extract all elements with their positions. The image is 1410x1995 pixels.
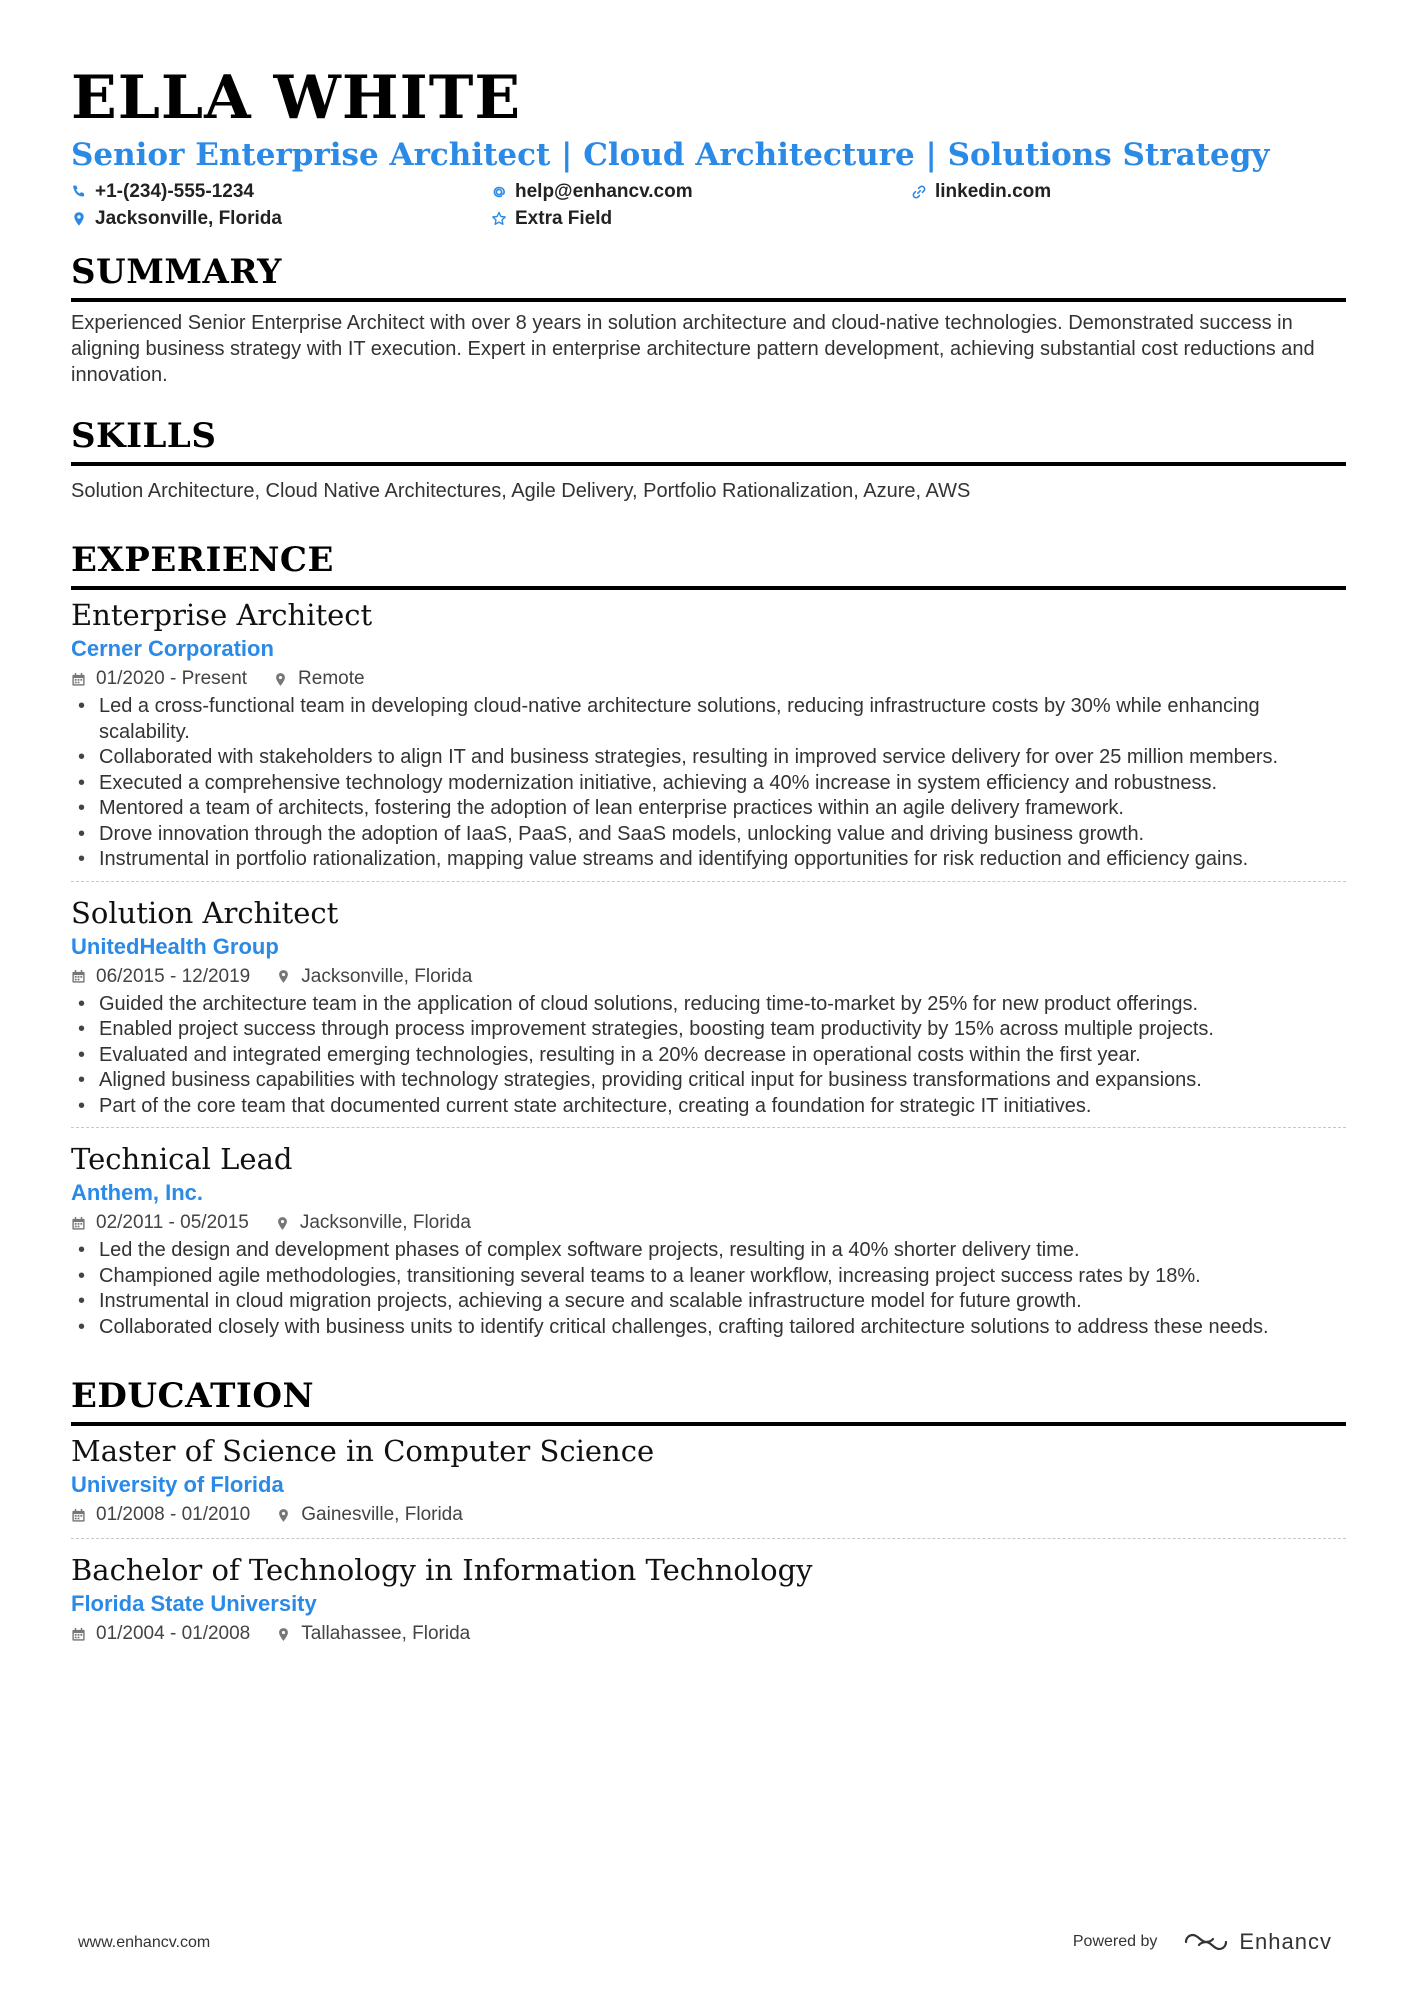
calendar-icon [71,1627,86,1642]
summary-text: Experienced Senior Enterprise Architect with over 8 years in solution architecture and cloud-native technologies. Demonstrated success in aligning business strategy with IT execution. Expert in enterprise architecture pattern development, achieving substantial cost reductions and innovation. [71,312,1315,386]
school-name: Florida State University [71,1591,317,1616]
bullet-item: • Guided the architecture team in the application of cloud solutions, reducing time-to-market by 25% for new product offerings. [71,992,1346,1018]
resume-page [71,56,1346,1657]
education-dates-text: 01/2004 - 01/2008 [96,1623,251,1644]
job-dates [71,962,250,992]
bullet-item: • Evaluated and integrated emerging technologies, resulting in a 20% decrease in operational costs within the first year. [71,1043,1346,1069]
powered-by-label: Powered by [1072,1933,1158,1950]
calendar-icon [71,969,86,984]
bullet-item: • Championed agile methodologies, transitioning several teams to a leaner workflow, increasing project success rates by 18%. [71,1264,1346,1290]
skills-text: Solution Architecture, Cloud Native Architectures, Agile Delivery, Portfolio Rationalization, Azure, AWS [71,480,971,502]
bullet-item: • Led a cross-functional team in developing cloud-native architecture solutions, reducing infrastructure costs by 30% while enhancing scalability. [71,694,1346,745]
education-entry [71,1432,1346,1538]
job-location [275,1208,471,1238]
bullet-item: • Instrumental in portfolio rationalization, mapping value streams and identifying opportunities for risk reduction and efficiency gains. [71,847,1346,873]
experience-entry [71,596,1346,881]
calendar-icon [71,672,86,687]
bullet-item: • Collaborated with stakeholders to align IT and business strategies, resulting in improved service delivery for over 25 million members. [71,745,1346,771]
job-meta [71,664,1346,694]
job-title: Enterprise Architect [71,598,373,632]
location-pin-icon [276,969,291,984]
job-meta [71,962,1346,992]
job-bullets [71,1238,1346,1340]
email-text[interactable]: help@enhancv.com [515,180,693,202]
bullet-item: • Led the design and development phases of complex software projects, resulting in a 40% shorter delivery time. [71,1238,1346,1264]
education-location-text: Gainesville, Florida [301,1504,463,1525]
experience-section [71,538,1346,1348]
skills-section [71,414,1346,504]
job-location-text: Jacksonville, Florida [299,1212,471,1233]
education-entry [71,1538,1346,1657]
phone-text: +1-(234)-555-1234 [95,180,254,202]
page-footer [78,1922,1332,1962]
bullet-item: • Drove innovation through the adoption of IaaS, PaaS, and SaaS models, unlocking value and driving business growth. [71,822,1346,848]
contact-phone [71,180,491,203]
footer-website-link[interactable]: www.enhancv.com [78,1934,211,1951]
at-icon [491,184,507,200]
job-dates-text: 01/2020 - Present [96,668,248,689]
job-title: Solution Architect [71,895,339,930]
education-location-text: Tallahassee, Florida [301,1623,471,1644]
contact-email[interactable] [491,180,911,203]
degree-title: Bachelor of Technology in Information Technology [71,1553,813,1587]
education-dates [71,1619,250,1649]
school-name: University of Florida [71,1472,284,1497]
candidate-headline: Senior Enterprise Architect | Cloud Architecture | Solutions Strategy [71,137,1270,173]
education-location [276,1619,470,1649]
job-title: Technical Lead [71,1142,293,1176]
contact-location [71,207,491,230]
skills-title: SKILLS [71,414,1346,466]
education-section [71,1374,1346,1657]
bullet-item: • Mentored a team of architects, fostering the adoption of lean enterprise practices within an agile delivery framework. [71,796,1346,822]
education-dates [71,1500,250,1530]
job-dates-text: 06/2015 - 12/2019 [96,965,251,987]
bullet-item: • Executed a comprehensive technology modernization initiative, achieving a 40% increase in system efficiency and robustness. [71,771,1346,797]
bullet-item: • Collaborated closely with business units to identify critical challenges, crafting tailored architecture solutions to address these needs. [71,1315,1346,1341]
summary-section [71,250,1346,388]
link-icon [911,184,927,200]
location-pin-icon [276,1508,291,1523]
job-location [276,962,472,992]
education-meta [71,1500,1346,1530]
experience-title: EXPERIENCE [71,538,1346,590]
experience-entry [71,1127,1346,1348]
location-pin-icon [275,1216,290,1231]
brand-name[interactable]: Enhancv [1239,1929,1332,1954]
bullet-item: • Instrumental in cloud migration projects, achieving a secure and scalable infrastructure model for future growth. [71,1289,1346,1315]
location-pin-icon [71,211,87,227]
job-dates-text: 02/2011 - 05/2015 [96,1212,249,1233]
job-bullets [71,992,1346,1120]
job-dates [71,664,247,694]
summary-title: SUMMARY [71,250,1346,302]
phone-icon [71,184,87,200]
location-pin-icon [276,1627,291,1642]
resume-header [71,56,1346,230]
star-icon [491,211,507,227]
bullet-item: • Part of the core team that documented current state architecture, creating a foundation for strategic IT initiatives. [71,1094,1346,1120]
footer-branding [1073,1922,1332,1962]
linkedin-text[interactable]: linkedin.com [935,180,1052,202]
education-meta [71,1619,1346,1649]
calendar-icon [71,1216,86,1231]
job-dates [71,1208,249,1238]
job-meta [71,1208,1346,1238]
contact-extra [491,207,911,230]
enhancv-logo-icon [1183,1930,1229,1954]
job-location-text: Remote [298,668,365,689]
job-bullets [71,694,1346,873]
company-name: UnitedHealth Group [71,933,279,959]
job-location-text: Jacksonville, Florida [301,965,473,987]
location-pin-icon [273,672,288,687]
calendar-icon [71,1508,86,1523]
education-location [276,1500,463,1530]
contact-info [71,180,1346,230]
candidate-name: ELLA WHITE [71,63,522,133]
company-name: Cerner Corporation [71,636,274,661]
location-text: Jacksonville, Florida [95,207,282,229]
education-title: EDUCATION [71,1374,1346,1426]
contact-linkedin[interactable] [911,180,1331,203]
extra-text: Extra Field [515,207,613,229]
bullet-item: • Enabled project success through process improvement strategies, boosting team productivity by 15% across multiple projects. [71,1017,1346,1043]
job-location [273,664,365,694]
bullet-item: • Aligned business capabilities with technology strategies, providing critical input for business transformations and expansions. [71,1068,1346,1094]
degree-title: Master of Science in Computer Science [71,1434,655,1468]
company-name: Anthem, Inc. [71,1180,204,1205]
education-dates-text: 01/2008 - 01/2010 [96,1504,251,1525]
experience-entry [71,881,1346,1128]
